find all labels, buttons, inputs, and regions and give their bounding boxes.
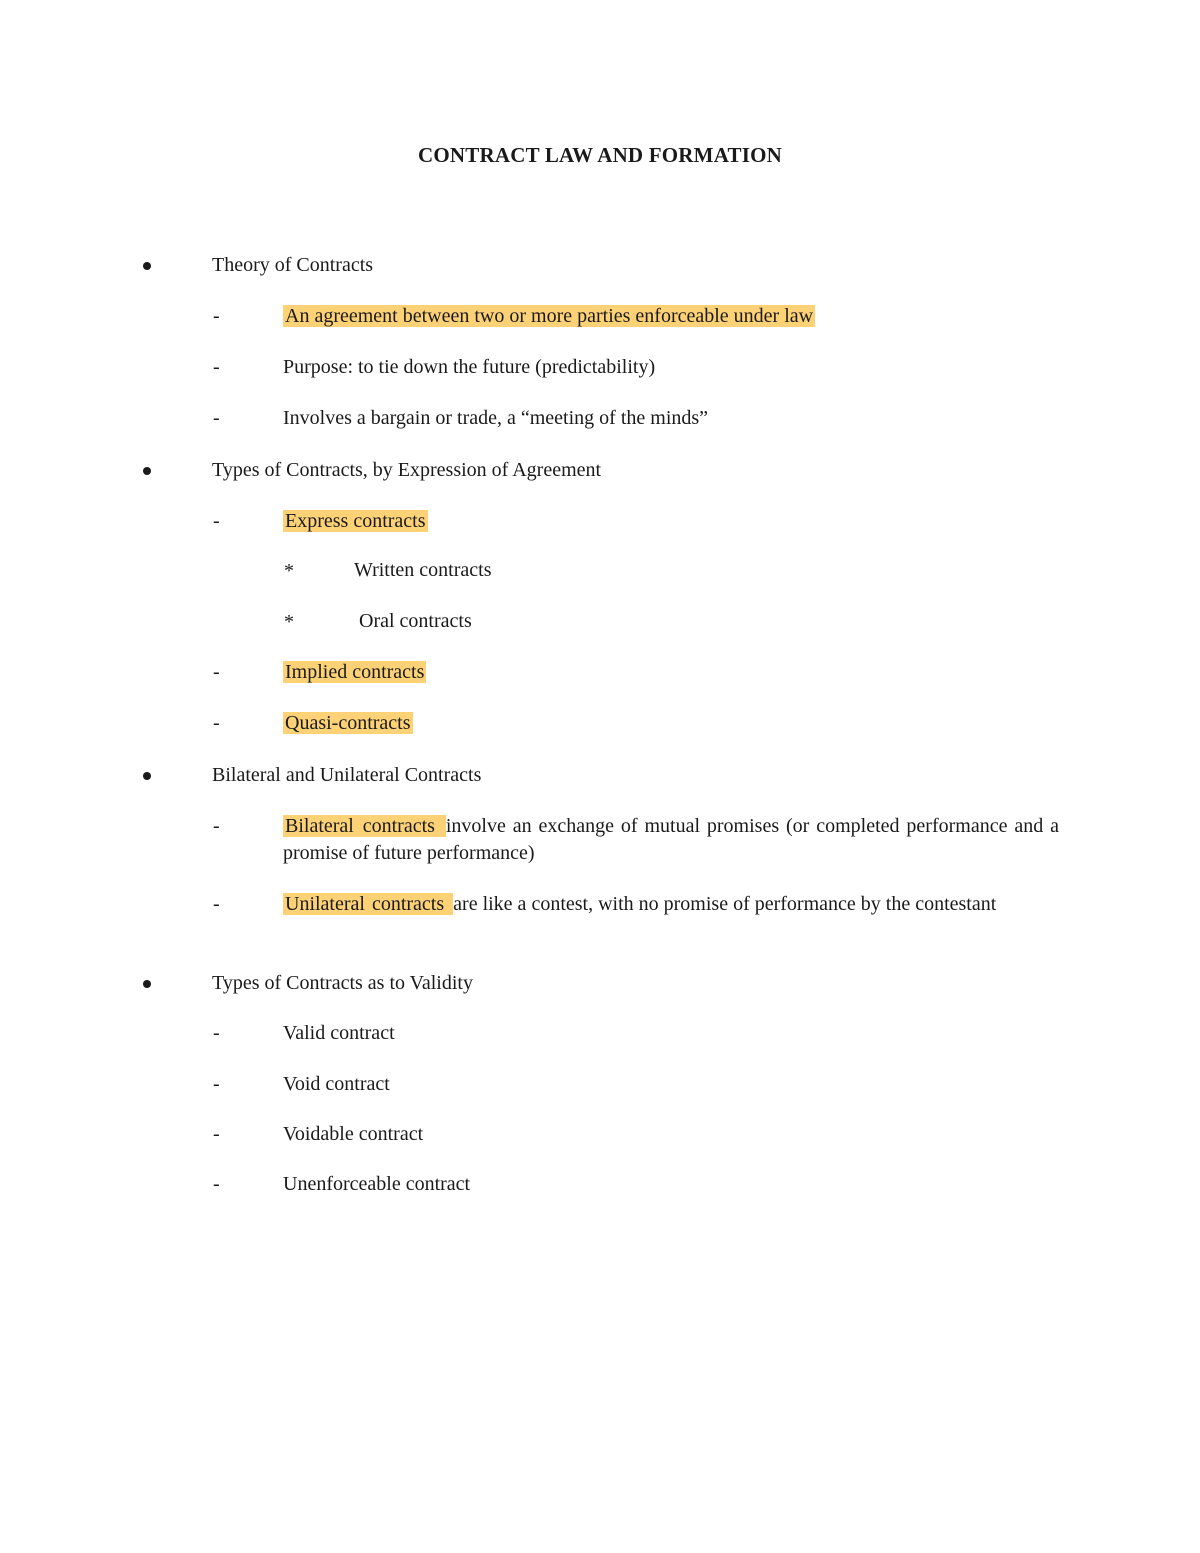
list-item-voidable: Voidable contract bbox=[283, 1123, 424, 1145]
highlighted-text: Quasi-contracts bbox=[285, 712, 411, 734]
list-item-valid: Valid contract bbox=[283, 1022, 395, 1044]
highlighted-text: Unilateral contracts bbox=[285, 893, 452, 915]
section-heading-types-expression: Types of Contracts, by Expression of Agreement bbox=[212, 459, 602, 481]
dash-marker: - bbox=[213, 305, 220, 327]
list-item-quasi bbox=[283, 710, 413, 737]
list-item-bargain: Involves a bargain or trade, a “meeting of the minds” bbox=[283, 407, 709, 429]
asterisk-marker: * bbox=[284, 560, 294, 582]
list-item-bilateral bbox=[283, 813, 1059, 867]
section-heading-bilateral-unilateral: Bilateral and Unilateral Contracts bbox=[212, 764, 482, 786]
list-item-unenforceable: Unenforceable contract bbox=[283, 1173, 471, 1195]
list-item-implied bbox=[283, 659, 426, 686]
bullet-icon bbox=[143, 772, 151, 780]
page-title: CONTRACT LAW AND FORMATION bbox=[418, 143, 782, 167]
dash-marker: - bbox=[213, 661, 220, 683]
asterisk-marker: * bbox=[284, 611, 294, 633]
dash-marker: - bbox=[213, 407, 220, 429]
sub-item-written: Written contracts bbox=[354, 559, 492, 581]
dash-marker: - bbox=[213, 815, 220, 837]
highlighted-text: Express contracts bbox=[285, 510, 426, 532]
dash-marker: - bbox=[213, 1022, 220, 1044]
dash-marker: - bbox=[213, 510, 220, 532]
bullet-icon bbox=[143, 467, 151, 475]
bullet-icon bbox=[143, 262, 151, 270]
dash-marker: - bbox=[213, 1173, 220, 1195]
item-text: involve an exchange of mutual promises (or completed performance and a promise of future performance) bbox=[283, 815, 1060, 864]
bullet-icon bbox=[143, 980, 151, 988]
list-item-unilateral bbox=[283, 891, 1059, 918]
highlighted-text: Implied contracts bbox=[285, 661, 425, 683]
sub-item-oral: Oral contracts bbox=[359, 610, 472, 632]
dash-marker: - bbox=[213, 1073, 220, 1095]
section-heading-validity: Types of Contracts as to Validity bbox=[212, 972, 473, 994]
section-heading-theory: Theory of Contracts bbox=[212, 254, 374, 276]
highlighted-text: An agreement between two or more parties enforceable under law bbox=[285, 305, 814, 327]
list-item-express bbox=[283, 508, 428, 535]
highlighted-text: Bilateral contracts bbox=[285, 815, 444, 837]
dash-marker: - bbox=[213, 712, 220, 734]
dash-marker: - bbox=[213, 1123, 220, 1145]
list-item-definition bbox=[283, 303, 815, 330]
list-item-purpose: Purpose: to tie down the future (predictability) bbox=[283, 356, 656, 378]
dash-marker: - bbox=[213, 356, 220, 378]
item-text: are like a contest, with no promise of performance by the contestant bbox=[453, 893, 997, 915]
dash-marker: - bbox=[213, 893, 220, 915]
list-item-void: Void contract bbox=[283, 1073, 390, 1095]
